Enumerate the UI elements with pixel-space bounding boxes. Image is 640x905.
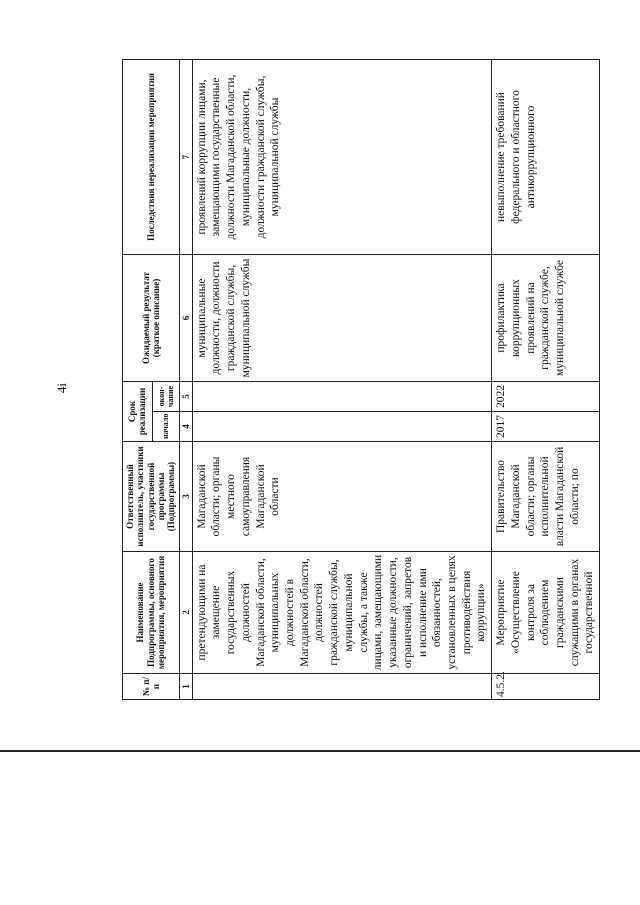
header-row — [123, 60, 153, 700]
table-row — [492, 60, 600, 700]
bottom-divider — [0, 750, 640, 752]
cell-consequences: невыполнение требований федерального и областного антикоррупционного — [492, 60, 600, 255]
cell-result: муниципальные должности, должности гражданской службы, муниципальной службы — [192, 255, 491, 382]
rotated-table-container — [122, 60, 630, 700]
header-consequences: Последствия нереализации мероприятия — [123, 60, 180, 255]
cell-consequences: проявлений коррупции лицами, замещающими государственные должности Магаданской области, муниципальные должности, должности гражданской службы, муниципальной службы — [192, 60, 491, 255]
header-period: Срок реализации — [123, 382, 153, 442]
measures-table — [122, 59, 600, 700]
column-number: 4 — [179, 412, 192, 442]
page-number: 4i — [54, 382, 69, 394]
column-number: 7 — [179, 60, 192, 255]
cell-result: профилактика коррупционных проявлений на гражданской службе, муниципальной службе — [492, 255, 600, 382]
column-number: 3 — [179, 442, 192, 552]
cell-num — [192, 674, 491, 700]
column-number: 2 — [179, 552, 192, 674]
cell-end — [192, 382, 491, 412]
column-number: 6 — [179, 255, 192, 382]
cell-executor: Магаданской области; органы местного самоуправления Магаданской области — [192, 442, 491, 552]
header-num: № п/п — [123, 674, 180, 700]
header-end: окон-чание — [152, 382, 179, 412]
column-number: 5 — [179, 382, 192, 412]
cell-end: 2022 — [492, 382, 600, 412]
cell-name: претендующими на замещение государственных должностей Магаданской области, муниципальных должностей в Магаданской области, должностей гражданской службы, муниципальной службы, а также лицами, замещающими указанные должности, ограничений, запретов и исполнение ими обязанностей, установленных в целях противодействия коррупции» — [192, 552, 491, 674]
column-numbers-row — [179, 60, 192, 700]
header-executor: Ответственный исполнитель, участники государственной программы (Подпрограммы) — [123, 442, 180, 552]
header-name: Наименование Подпрограммы, основного мероприятия, мероприятия — [123, 552, 180, 674]
column-number: 1 — [179, 674, 192, 700]
cell-start — [192, 412, 491, 442]
cell-executor: Правительство Магаданской области; органы исполнительной власти Магаданской области; по — [492, 442, 600, 552]
cell-num: 4.5.2. — [492, 674, 600, 700]
cell-name: Мероприятие «Осуществление контроля за соблюдением гражданскими служащими в органах государственной — [492, 552, 600, 674]
cell-start: 2017 — [492, 412, 600, 442]
header-result: Ожидаемый результат (краткое описание) — [123, 255, 180, 382]
header-start: начало — [152, 412, 179, 442]
table-row — [192, 60, 491, 700]
